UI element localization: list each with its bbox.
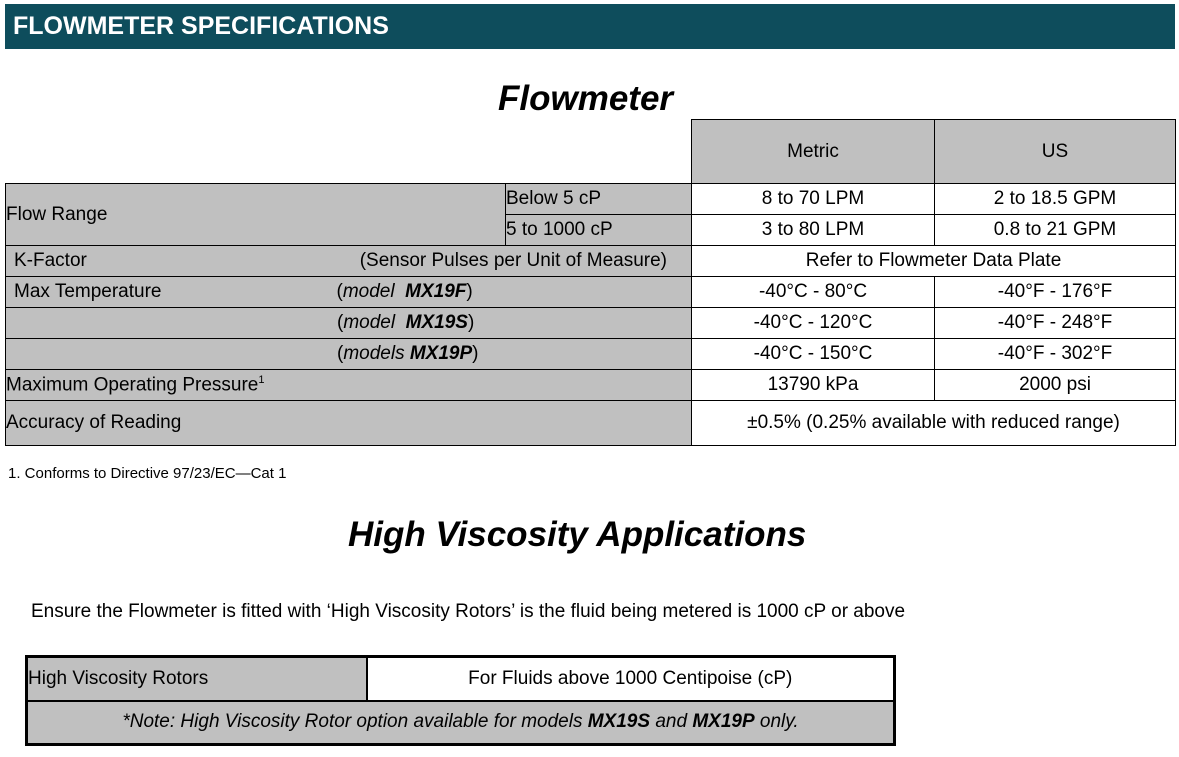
max-temp-label: Max Temperature <box>14 281 162 302</box>
table-row <box>6 246 1176 277</box>
flow-range-us: 0.8 to 21 GPM <box>935 215 1176 246</box>
flow-range-us: 2 to 18.5 GPM <box>935 184 1176 215</box>
table-row <box>6 308 1176 339</box>
pressure-label-cell <box>6 370 692 401</box>
max-temp-cell <box>6 277 692 308</box>
k-factor-cell <box>6 246 692 277</box>
max-temp-us: -40°F - 248°F <box>935 308 1176 339</box>
model-spec: (model MX19F) <box>336 281 473 302</box>
flow-range-metric: 3 to 80 LPM <box>692 215 935 246</box>
flow-range-label: Flow Range <box>6 184 506 246</box>
table-row <box>6 184 1176 215</box>
k-factor-note: (Sensor Pulses per Unit of Measure) <box>359 250 667 271</box>
max-temp-us: -40°F - 176°F <box>935 277 1176 308</box>
accuracy-value: ±0.5% (0.25% available with reduced range) <box>692 401 1176 446</box>
high-viscosity-intro: Ensure the Flowmeter is fitted with ‘High Viscosity Rotors’ is the fluid being metered is 1000 cP or above <box>31 601 906 622</box>
high-viscosity-title: High Viscosity Applications <box>348 515 807 554</box>
table-row <box>27 657 895 701</box>
note-model: MX19P <box>692 711 755 733</box>
max-temp-metric: -40°C - 120°C <box>692 308 935 339</box>
pressure-footnote-mark: 1 <box>258 373 265 386</box>
k-factor-label: K-Factor <box>14 250 87 271</box>
model-cell <box>6 308 692 339</box>
header-metric: Metric <box>692 120 935 184</box>
header-blank <box>6 120 692 184</box>
rotors-value: For Fluids above 1000 Centipoise (cP) <box>367 657 895 701</box>
flow-range-viscosity: 5 to 1000 cP <box>506 215 692 246</box>
section-banner <box>5 4 1175 49</box>
header-us: US <box>935 120 1176 184</box>
flowmeter-title: Flowmeter <box>498 79 674 118</box>
flow-range-metric: 8 to 70 LPM <box>692 184 935 215</box>
table-row <box>27 701 895 745</box>
footnote: 1. Conforms to Directive 97/23/EC—Cat 1 <box>8 465 287 482</box>
flowmeter-spec-table <box>5 119 1176 446</box>
banner-title: FLOWMETER SPECIFICATIONS <box>13 12 389 40</box>
high-viscosity-table <box>25 655 896 746</box>
model-cell <box>6 339 692 370</box>
pressure-label: Maximum Operating Pressure <box>6 374 259 396</box>
table-row <box>6 277 1176 308</box>
max-temp-metric: -40°C - 150°C <box>692 339 935 370</box>
accuracy-label: Accuracy of Reading <box>6 401 692 446</box>
pressure-us: 2000 psi <box>935 370 1176 401</box>
max-temp-us: -40°F - 302°F <box>935 339 1176 370</box>
model-spec: (model MX19S) <box>337 312 475 333</box>
pressure-metric: 13790 kPa <box>692 370 935 401</box>
table-row <box>6 339 1176 370</box>
k-factor-value: Refer to Flowmeter Data Plate <box>692 246 1176 277</box>
model-spec: (models MX19P) <box>337 343 479 364</box>
rotor-note: *Note: High Viscosity Rotor option available for models MX19S and MX19P only. <box>27 701 895 745</box>
flow-range-viscosity: Below 5 cP <box>506 184 692 215</box>
table-row <box>6 370 1176 401</box>
table-row <box>6 401 1176 446</box>
note-model: MX19S <box>587 711 651 733</box>
rotors-label: High Viscosity Rotors <box>27 657 367 701</box>
max-temp-metric: -40°C - 80°C <box>692 277 935 308</box>
